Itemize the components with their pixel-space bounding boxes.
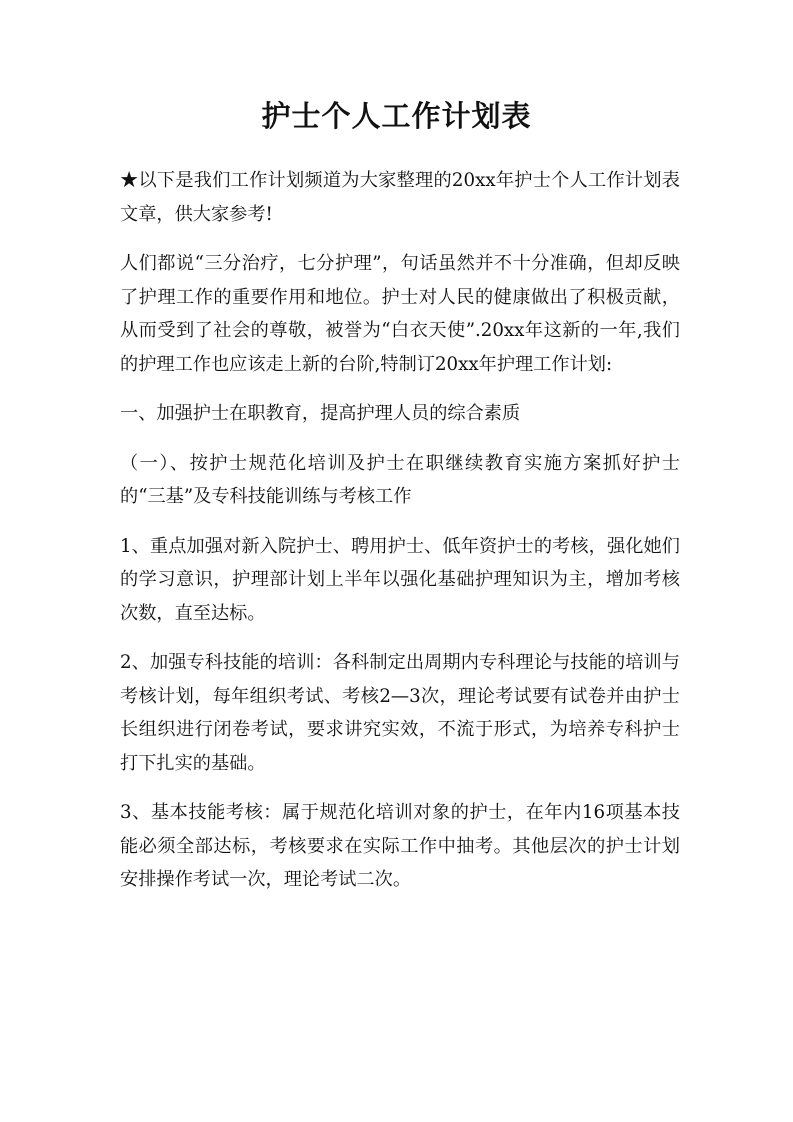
preface-paragraph: 人们都说“三分治疗，七分护理”，句话虽然并不十分准确，但却反映了护理工作的重要作用和地位。护士对人民的健康做出了积极贡献，从而受到了社会的尊敬，被誉为“白衣天使”.20xx年这新的一年,我们的护理工作也应该走上新的台阶,特制订20xx年护理工作计划: — [120, 253, 680, 375]
document-body — [120, 164, 680, 913]
section-heading-1: 一、加强护士在职教育，提高护理人员的综合素质 — [120, 403, 521, 424]
list-item-1: 1、重点加强对新入院护士、聘用护士、低年资护士的考核，强化她们的学习意识，护理部计划上半年以强化基础护理知识为主，增加考核次数，直至达标。 — [120, 535, 680, 624]
document-title: 护士个人工作计划表 — [261, 99, 532, 133]
list-item-2: 2、加强专科技能的培训：各科制定出周期内专科理论与技能的培训与考核计划，每年组织考试、考核2—3次，理论考试要有试卷并由护士长组织进行闭卷考试，要求讲究实效，不流于形式，为培养专科护士打下扎实的基础。 — [120, 652, 680, 774]
list-item-3: 3、基本技能考核：属于规范化培训对象的护士，在年内16项基本技能必须全部达标，考核要求在实际工作中抽考。其他层次的护士计划安排操作考试一次，理论考试二次。 — [120, 802, 680, 890]
intro-paragraph: ★以下是我们工作计划频道为大家整理的20xx年护士个人工作计划表文章，供大家参考! — [120, 170, 680, 225]
subsection-heading-1: （一）、按护士规范化培训及护士在职继续教育实施方案抓好护士的“三基”及专科技能训练与考核工作 — [120, 452, 680, 507]
